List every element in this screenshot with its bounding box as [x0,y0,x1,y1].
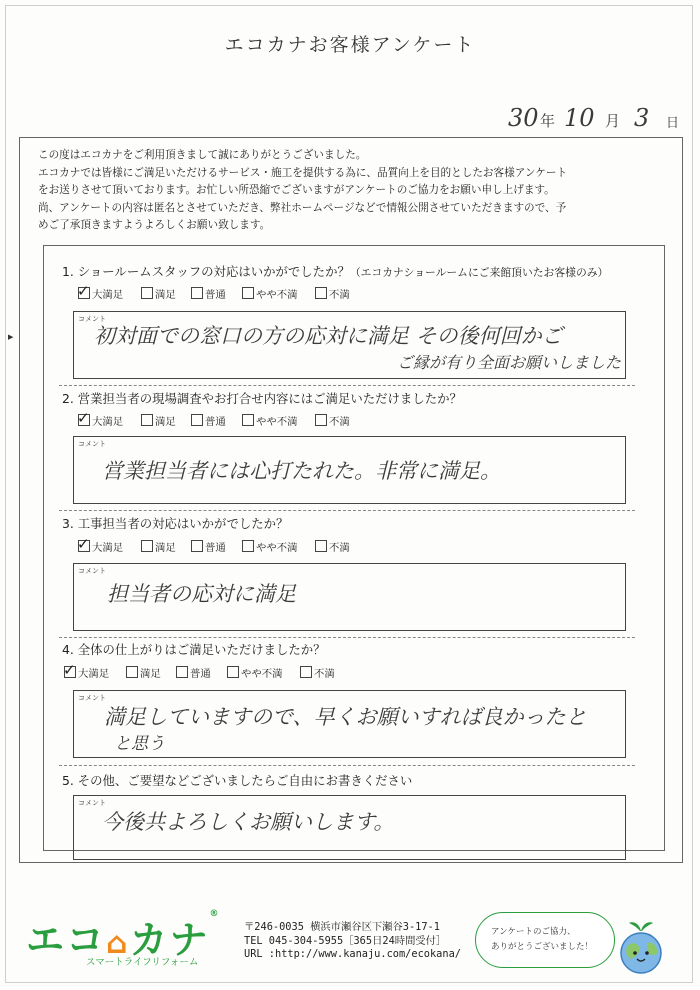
q4-option-satisfied[interactable]: 満足 [126,665,161,680]
intro-line: めご了承頂きますようよろしくお願い致します。 [38,219,271,232]
checkbox[interactable] [242,540,254,552]
q4-option-neutral[interactable]: 普通 [176,665,211,680]
check-mark-icon: ✓ [77,535,90,553]
intro-line: この度はエコカナをご利用頂きまして誠にありがとうございました。 [38,149,367,161]
page-title: エコカナお客様アンケート [224,34,476,56]
question-2-label: 2. 営業担当者の現場調査やお打合せ内容にはご満足いただけましたか？ [62,391,462,406]
comment-label: コメント [78,440,106,448]
date-year: 30 [508,104,539,132]
question-1-note: （エコカナショールームにご来館頂いたお客様のみ） [349,266,609,279]
comment-label: コメント [78,694,106,702]
comment-label: コメント [78,567,106,575]
question-3-title [62,514,288,532]
logo-subtitle: スマートライフリフォーム [86,957,199,968]
checkbox[interactable] [63,661,76,679]
question-3-options [77,535,378,554]
checkbox[interactable] [176,666,188,678]
divider [59,510,635,511]
question-4-answer-line: 満足していますので、早くお願いすれば良かったと [104,705,587,729]
question-2-answer-line: 営業担当者には心打たれた。非常に満足。 [102,459,501,483]
q1-option-somewhat-dissatisfied[interactable]: やや不満 [242,286,298,301]
divider [59,385,635,386]
question-1-comment-box[interactable] [73,311,626,379]
q2-option-neutral[interactable]: 普通 [191,413,226,428]
thank-you-text: アンケートのご協力、 ありがとうございました！ [491,927,594,952]
q1-option-very-satisfied[interactable]: ✓ 大満足 [77,282,124,301]
date-day: 3 [634,104,650,132]
check-mark-icon: ✓ [63,661,76,679]
q4-option-very-satisfied[interactable]: ✓ 大満足 [63,661,110,680]
check-mark-icon: ✓ [77,282,90,300]
q4-option-somewhat-dissatisfied[interactable]: やや不満 [227,665,283,680]
check-mark-icon: ✓ [77,409,90,427]
checkbox[interactable] [126,666,138,678]
q4-option-dissatisfied[interactable]: 不満 [300,665,335,680]
question-5-label: 5. その他、ご要望などございましたらご自由にお書きください [62,773,413,788]
question-3-answer-line: 担当者の応対に満足 [107,582,296,606]
q2-option-somewhat-dissatisfied[interactable]: やや不満 [242,413,298,428]
question-1-label: 1. ショールームスタッフの対応はいかがでしたか？ [62,264,350,279]
url-line: URL :http://www.kanaju.com/ecokana/ [244,948,461,960]
house-icon: ⌂ [106,926,130,961]
question-2-title [62,389,462,407]
intro-line: エコカナでは皆様にご満足いただけるサービス・施工を提供する為に、品質向上を目的としたお客様アンケート [38,166,568,179]
checkbox[interactable] [315,540,327,552]
question-4-label: 4. 全体の仕上がりはご満足いただけましたか？ [62,642,326,657]
q3-option-neutral[interactable]: 普通 [191,539,226,554]
question-4-options [63,661,364,680]
checkbox[interactable] [141,287,153,299]
question-2-options [77,409,378,428]
phone-line: TEL 045-304-5955［365日24時間受付］ [244,934,447,947]
date-month-unit: 月 [605,112,621,130]
checkbox[interactable] [191,540,203,552]
checkbox[interactable] [191,414,203,426]
checkbox[interactable] [77,409,90,427]
globe-mascot-icon [611,917,671,977]
checkbox[interactable] [242,414,254,426]
intro-text [38,147,668,235]
q3-option-very-satisfied[interactable]: ✓ 大満足 [77,535,124,554]
comment-label: コメント [78,799,106,807]
question-4-answer-line: と思う [114,734,165,754]
question-1-title [62,262,608,280]
checkbox[interactable] [242,287,254,299]
question-5-title [62,771,412,789]
intro-line: 尚、アンケートの内容は匿名とさせていただき、弊社ホームページなどで情報公開させていただきますので、予 [38,201,567,214]
intro-line: をお送りさせて頂いております。お忙しい所恐縮でございますがアンケートのご協力をお願い申し上げます。 [38,184,555,197]
question-2-comment-box[interactable] [73,436,626,504]
survey-date [508,104,683,132]
checkbox[interactable] [227,666,239,678]
question-3-label: 3. 工事担当者の対応はいかがでしたか？ [62,516,289,531]
logo-wordmark: エコ⌂カナ® [26,909,221,962]
date-year-unit: 年 [540,112,556,130]
question-1-answer-line: ご縁が有り全面お願いしました [397,353,622,372]
question-3-comment-box[interactable] [73,563,626,631]
q2-option-very-satisfied[interactable]: ✓ 大満足 [77,409,124,428]
q1-option-dissatisfied[interactable]: 不満 [315,286,350,301]
thank-you-bubble [475,912,615,968]
date-month: 10 [564,104,595,132]
checkbox[interactable] [77,282,90,300]
checkbox[interactable] [191,287,203,299]
q1-option-satisfied[interactable]: 満足 [141,286,176,301]
address-line: 〒246-0035 横浜市瀬谷区下瀬谷3-17-1 [244,921,440,933]
question-4-title [62,640,326,658]
question-5-comment-box[interactable] [73,795,626,860]
margin-arrow-icon: ▶ [8,333,14,341]
checkbox[interactable] [141,414,153,426]
question-4-comment-box[interactable] [73,690,626,758]
q2-option-satisfied[interactable]: 満足 [141,413,176,428]
q3-option-somewhat-dissatisfied[interactable]: やや不満 [242,539,298,554]
question-1-answer-line: 初対面での窓口の方の応対に満足 その後何回かご [94,324,563,348]
q1-option-neutral[interactable]: 普通 [191,286,226,301]
divider [59,765,635,766]
checkbox[interactable] [77,535,90,553]
comment-label: コメント [78,315,106,323]
checkbox[interactable] [300,666,312,678]
ecokana-logo [26,909,221,968]
checkbox[interactable] [315,414,327,426]
question-1-options [77,282,378,301]
q3-option-satisfied[interactable]: 満足 [141,539,176,554]
divider [59,637,635,638]
question-5-answer-line: 今後共よろしくお願いします。 [102,810,395,834]
q3-option-dissatisfied[interactable]: 不満 [315,539,350,554]
q2-option-dissatisfied[interactable]: 不満 [315,413,350,428]
checkbox[interactable] [315,287,327,299]
checkbox[interactable] [141,540,153,552]
company-address [244,921,461,962]
date-day-unit: 日 [666,116,680,131]
